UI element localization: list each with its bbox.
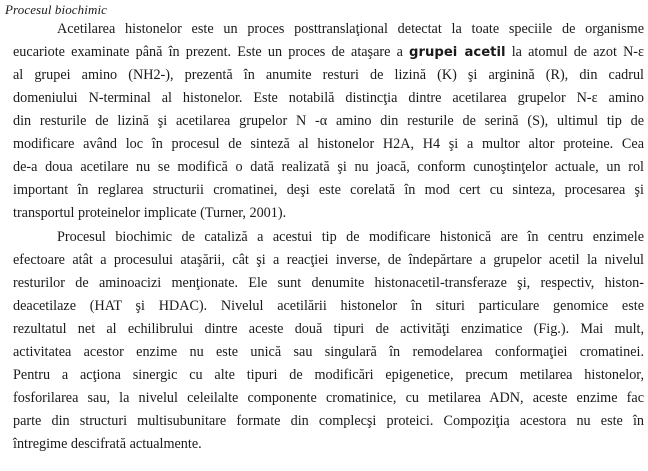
paragraph-1-line-7: de-a doua acetilare nu se modifică o dată realizată şi nu joacă, conform cunoştinţelor actuale, un rol xyxy=(13,159,644,175)
paragraph-1-line-9: transportul proteinelor implicate (Turner, 2001). xyxy=(13,205,287,221)
paragraph-2-line-4: deacetilaze (HAT şi HDAC). Nivelul acetilării histonelor în situri particulare genomice este xyxy=(13,298,644,314)
paragraph-1-line-2-text-a: eucariote examinate până în prezent. Este un proces de ataşare a xyxy=(13,44,410,60)
paragraph-1-line-4: domeniului N-terminal al histonelor. Este notabilă distincţia dintre acetilarea grupelor N-ε amino xyxy=(13,90,644,106)
paragraph-1-line-2 xyxy=(13,41,644,63)
paragraph-1-line-6: modificare având loc în procesul de sinteză al histonelor H2A, H4 şi a multor altor proteine. Cea xyxy=(13,136,644,152)
section-heading: Procesul biochimic xyxy=(5,2,108,17)
paragraph-1-line-2-text-b: la atomul de azot N-ε xyxy=(505,44,644,60)
paragraph-1-line-1: Acetilarea histonelor este un proces posttranslaţional detectat la toate speciile de organisme xyxy=(57,21,644,37)
paragraph-1-line-8: important în reglarea structurii cromatinei, deşi este corelată în mod cert cu sinteza, procesarea şi xyxy=(13,182,644,198)
bold-term-grupei-acetil: grupei acetil xyxy=(409,45,506,60)
paragraph-2-line-7: Pentru a acţiona sinergic cu alte tipuri de modificări epigenetice, precum metilarea histonelor, xyxy=(13,367,644,383)
paragraph-2-line-1: Procesul biochimic de cataliză a acestui tip de modificare histonică are în centru enzimele xyxy=(57,229,644,245)
paragraph-2-line-6: activitatea acestor enzime nu este unică sau singulară în remodelarea conformaţiei cromatinei. xyxy=(13,344,644,360)
paragraph-2-line-3: resturilor de aminoacizi menţionate. Ele sunt denumite histonacetil-transferaze şi, respectiv, histon- xyxy=(13,275,644,291)
paragraph-2-line-5: rezultatul net al echilibrului dintre aceste două tipuri de activităţi enzimatice (Fig.). Mai mult, xyxy=(13,321,644,337)
paragraph-2-line-9: parte din structuri multisubunitare formate din complecşi proteici. Compoziţia acestora nu este în xyxy=(13,413,644,429)
paragraph-2-line-8: fosforilarea sau, la nivelul celeilalte componente cromatinice, cu metilarea ADN, aceste enzime fac xyxy=(13,390,644,406)
paragraph-2-line-10: întregime descifrată actualmente. xyxy=(13,436,202,452)
paragraph-1-line-5: din resturile de lizină şi acetilarea grupelor N -α amino din resturile de serină (S), ultimul tip de xyxy=(13,113,644,129)
paragraph-1-line-3: al grupei amino (NH2-), prezentă în anumite resturi de lizină (K) şi arginină (R), din cadrul xyxy=(13,67,644,83)
paragraph-2-line-2: efectoare atât a procesului ataşării, cât şi a reacţiei inverse, de îndepărtare a grupelor acetil la nivelul xyxy=(13,252,644,268)
